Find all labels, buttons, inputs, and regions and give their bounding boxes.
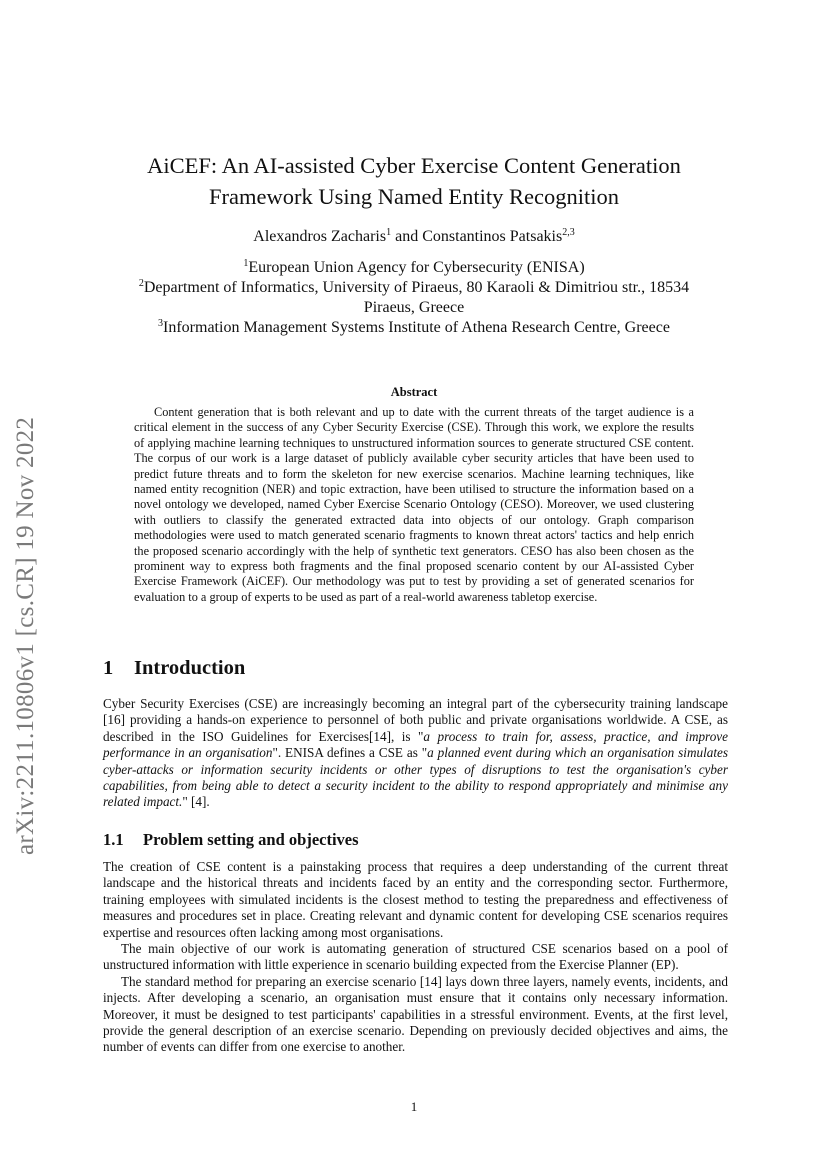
author-list: [80, 228, 748, 246]
author-name: Alexandros Zacharis: [253, 228, 387, 245]
author-conjunction: and: [391, 228, 423, 245]
abstract-heading: Abstract: [390, 385, 438, 399]
affiliations: [80, 258, 748, 338]
section-number: 1.1: [103, 830, 124, 849]
text-run: " [4].: [182, 794, 210, 810]
text-run: ". ENISA defines a CSE as ": [272, 745, 428, 761]
text-run: Cyber Security Exercises (CSE) are increasingly becoming an integral part of the cybersecurity training landscape [16] providing a hands-on experience to personnel of both public and private organisations worldwide. A CSE, as described in the ISO Guidelines for Exercises[14], is ": [103, 696, 728, 744]
affiliation-2: [80, 278, 748, 298]
affiliation-text: European Union Agency for Cybersecurity (ENISA): [248, 259, 585, 276]
section-title: Introduction: [134, 657, 246, 679]
affiliation-text: Information Management Systems Institute of Athena Research Centre, Greece: [163, 319, 670, 336]
quote-enisa: a planned event during which an organisation simulates cyber-attacks or information security incidents or other types of disruptions to test the organisation's cyber capabilities, from being able to detect a security incident to the ability to respond appropriately and minimise any related impact.: [103, 745, 728, 810]
paragraph: The main objective of our work is automating generation of structured CSE scenarios based on a pool of unstructured information with little experience in scenario building expected from the Exercise Planner (EP).: [103, 941, 728, 973]
affiliation-marker: 2: [138, 278, 144, 289]
affiliation-2-cont: Piraeus, Greece: [363, 299, 465, 316]
paragraph: The creation of CSE content is a painstaking process that requires a deep understanding of the current threat landscape and the historical threats and incidents faced by an entity and the corresponding sector. Furthermore, training employees with simulated incidents is the closest method to testing the preparedness and effectiveness of measures and procedures set in place. Creating relevant and dynamic content for developing CSE scenarios requires expertise and resources often lacking among most organisations.: [103, 859, 728, 940]
title-line-1: AiCEF: An AI-assisted Cyber Exercise Content Generation: [147, 153, 681, 178]
section-title: Problem setting and objectives: [143, 830, 359, 849]
paragraph: The standard method for preparing an exercise scenario [14] lays down three layers, namely events, incidents, and injects. After developing a scenario, an organisation must ensure that it contains only necessary information. Moreover, it must be designed to test participants' capabilities in a stressful environment. Events, at the first level, provide the general description of an exercise scenario. Depending on previously decided objectives and aims, the number of events can differ from one exercise to another.: [103, 973, 728, 1055]
author-affiliation-marker: 1: [386, 227, 392, 238]
author-affiliation-marker: 2,3: [562, 227, 575, 238]
affiliation-1: [80, 258, 748, 278]
affiliation-marker: 3: [158, 318, 164, 329]
affiliation-3: [80, 318, 748, 338]
page-number: 1: [410, 1099, 418, 1114]
quote-iso: a process to train for, assess, practice, and improve performance in an organisation: [103, 728, 728, 761]
arxiv-identifier: arXiv:2211.10806v1 [cs.CR] 19 Nov 2022: [12, 416, 39, 855]
problem-setting-body: [103, 859, 728, 1056]
affiliation-marker: 1: [243, 258, 249, 269]
paragraph: [103, 696, 728, 811]
subsection-heading-problem-setting: [103, 830, 359, 850]
abstract-body: Content generation that is both relevant and up to date with the current threats of the target audience is a critical element in the success of any Cyber Security Exercise (CSE). Through this work, we explore the results of applying machine learning techniques to unstructured information sources to generate structured CSE content. The corpus of our work is a large dataset of publicly available cyber security articles that have been used to predict future threats and to form the skeleton for new exercise scenarios. Machine learning techniques, like named entity recognition (NER) and topic extraction, have been utilised to structure the information based on a novel ontology we developed, named Cyber Exercise Scenario Ontology (CESO). Moreover, we used clustering with outliers to classify the generated extracted data into objects of our ontology. Graph comparison methodologies were used to match generated scenario fragments to known threat actors' tactics and help enrich the proposed scenario accordingly with the help of synthetic text generators. CESO has also been chosen as the prominent way to express both fragments and the final proposed scenario content by our AI-assisted Cyber Exercise Framework (AiCEF). Our methodology was put to test by providing a set of generated scenarios for evaluation to a group of experts to be used as part of a real-world awareness tabletop exercise.: [134, 405, 694, 604]
section-heading-introduction: [103, 657, 245, 680]
introduction-body: [103, 696, 728, 811]
title-line-2: Framework Using Named Entity Recognition: [209, 184, 619, 209]
author-name: Constantinos Patsakis: [422, 228, 563, 245]
affiliation-text: Department of Informatics, University of Piraeus, 80 Karaoli & Dimitriou str., 18534: [143, 279, 690, 296]
paper-title: [80, 150, 748, 212]
section-number: 1: [103, 657, 114, 679]
